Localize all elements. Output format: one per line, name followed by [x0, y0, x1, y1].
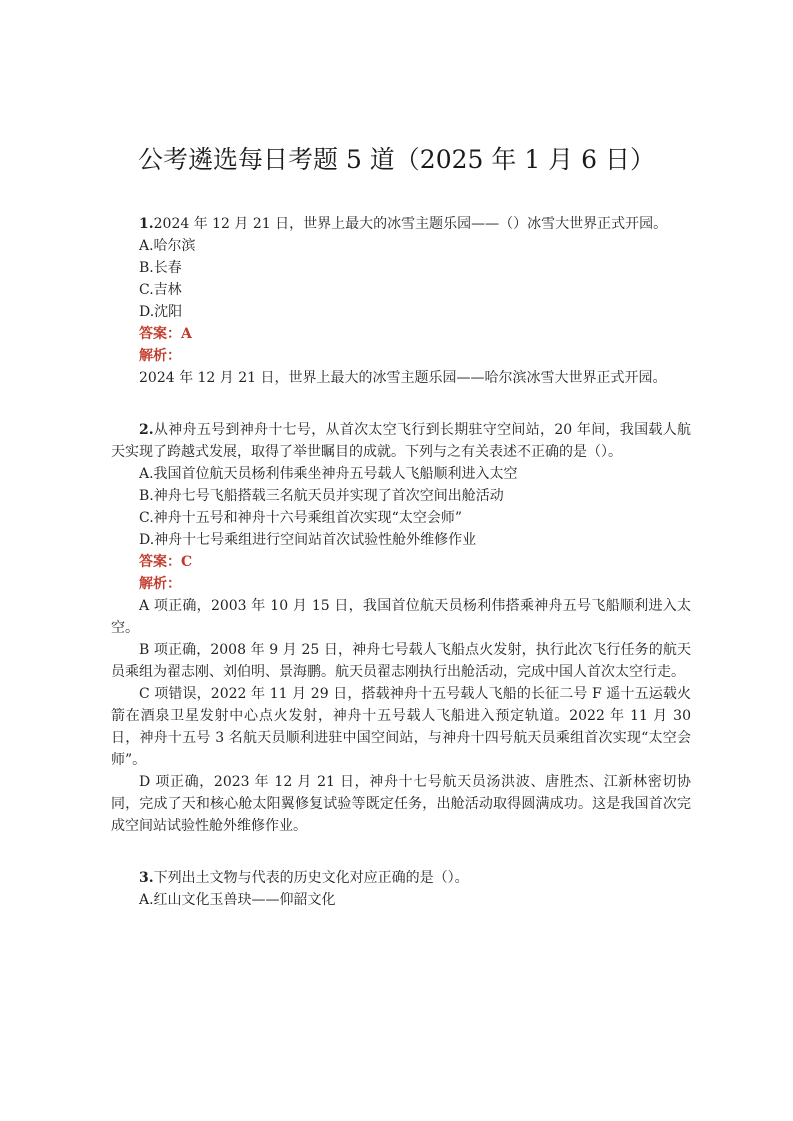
- question-2-analysis-3: D 项正确，2023 年 12 月 21 日，神舟十七号航天员汤洪波、唐胜杰、江新林密切协同，完成了天和核心舱太阳翼修复试验等既定任务，出舱活动取得圆满成功。这是我国首次完成空间站试验性舱外维修作业。: [111, 774, 691, 834]
- question-1-analysis-0: 2024 年 12 月 21 日，世界上最大的冰雪主题乐园——哈尔滨冰雪大世界正式开园。: [139, 370, 667, 386]
- question-1-option-d: D.沈阳: [139, 304, 183, 320]
- question-3-option-a: A.红山文化玉兽玦——仰韶文化: [139, 892, 336, 908]
- question-1-option-a: A.哈尔滨: [139, 238, 196, 254]
- question-2-option-c: C.神舟十五号和神舟十六号乘组首次实现“太空会师”: [139, 510, 462, 526]
- question-2-stem: [111, 419, 691, 463]
- question-2-option-d: D.神舟十七号乘组进行空间站首次试验性舱外维修作业: [139, 532, 477, 548]
- question-3-stem: [111, 867, 691, 889]
- question-1-number: 1.: [139, 216, 154, 232]
- question-2-option-b: B.神舟七号飞船搭载三名航天员并实现了首次空间出舱活动: [139, 488, 504, 504]
- question-1-option-b: B.长春: [139, 260, 182, 276]
- question-2-analysis-label: 解析：: [139, 576, 181, 592]
- question-1-stem: [111, 213, 691, 235]
- page-title: 公考遴选每日考题 5 道（2025 年 1 月 6 日）: [138, 145, 655, 174]
- question-1-analysis-label: 解析：: [139, 348, 181, 364]
- question-3-text: 下列出土文物与代表的历史文化对应正确的是（）。: [153, 870, 469, 886]
- question-3-number: 3.: [139, 870, 154, 886]
- document-body: [111, 213, 691, 911]
- question-2-option-a: A.我国首位航天员杨利伟乘坐神舟五号载人飞船顺利进入太空: [139, 466, 518, 482]
- question-2-answer: 答案：C: [139, 554, 193, 570]
- question-2-text: 从神舟五号到神舟十七号，从首次太空飞行到长期驻守空间站，20 年间，我国载人航天实现了跨越式发展，取得了举世瞩目的成就。下列与之有关表述不正确的是（）。: [111, 422, 691, 460]
- question-1-answer: 答案：A: [139, 326, 192, 342]
- question-1-text: 2024 年 12 月 21 日，世界上最大的冰雪主题乐园——（）冰雪大世界正式开园。: [153, 216, 668, 232]
- question-2-analysis-2: C 项错误，2022 年 11 月 29 日，搭载神舟十五号载人飞船的长征二号 F 遥十五运载火箭在酒泉卫星发射中心点火发射，神舟十五号载人飞船进入预定轨道。2022 年 11 月 30 日，神舟十五号 3 名航天员顺利进驻中国空间站，与神舟十四号航天员乘组首次实现“太空会师”。: [111, 686, 691, 768]
- question-2-analysis-1: B 项正确，2008 年 9 月 25 日，神舟七号载人飞船点火发射，执行此次飞行任务的航天员乘组为翟志刚、刘伯明、景海鹏。航天员翟志刚执行出舱活动，完成中国人首次太空行走。: [111, 642, 691, 680]
- question-2-number: 2.: [139, 422, 154, 438]
- question-2-analysis-0: A 项正确，2003 年 10 月 15 日，我国首位航天员杨利伟搭乘神舟五号飞船顺利进入太空。: [111, 598, 691, 636]
- question-1-option-c: C.吉林: [139, 282, 182, 298]
